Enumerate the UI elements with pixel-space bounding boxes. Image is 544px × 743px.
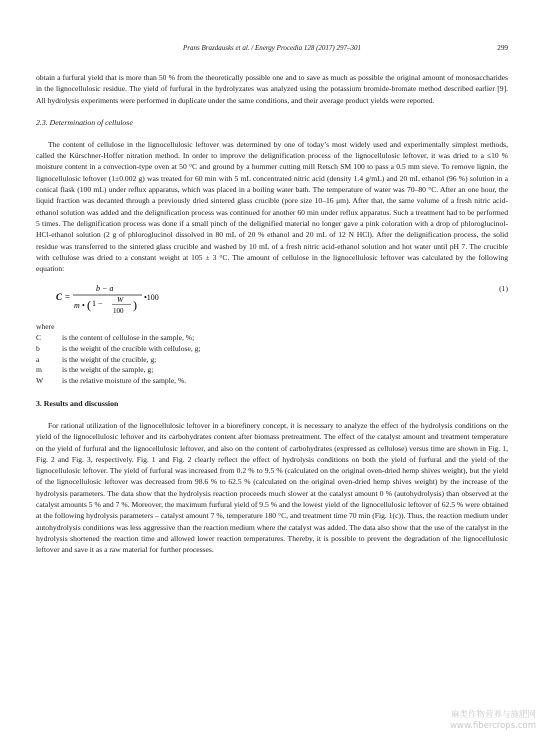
eq-denom-open: ( [87,298,91,313]
definition-symbol: b [36,343,40,353]
definition-list [36,333,508,387]
site-watermark [450,710,536,732]
definition-text: is the weight of the crucible, g; [62,354,157,364]
cellulose-paragraph: The content of cellulose in the lignocellulosic leftover was determined by one of today’s most widely used and experimentally simplest methods, called the Kürschner-Hoffer nitration method. In order to improve the delignification process of the lignocellulosic leftover, it was dried to a ≤10 % moisture content in a convection-type oven at 50 °C and ground by a hummer cutting mill Retsch SM 100 to pass a 0.5 mm sieve. To remove lignin, the lignocellulosic leftover (1±0.002 g) was treated for 60 min with 5 mL concentrated nitric acid (density 1.4 g/mL) and 20 mL ethanol (96 %) solution in a conical flask (100 mL) under reflux apparatus, which was placed in a boiling water bath. The temperature of water was 70–80 °C. After an one hour, the liquid fraction was decanted through a previously dried sintered glass crucible (pore size 10–16 μm). After that, the same volume of a fresh nitric acid-ethanol solution was added and the delignification process was continued for another 60 min under reflux apparatus. Such a treatment had to be performed 5 times. The delignification process was done if a small pinch of the delignified material no longer gave a pink coloration with a drop of phloroglucinol-HCl-ethanol solution (2 g of phloroglucinol dissolved in 80 mL of 20 % ethanol and 20 mL of 12 N HCl). After the delignification process, the solid residue was transferred to the sintered glass crucible and washed by 10 mL of a fresh nitric acid-ethanol solution and hot water until pH 7. The crucible with cellulose was dried to a constant weight at 105 ± 3 °C. The amount of cellulose in the lignocellulosic leftover was calculated by the following equation: [36,139,508,274]
cellulose-equation [56,280,176,316]
definition-row [36,365,508,376]
results-paragraph: For rational utilization of the lignocellulosic leftover in a biorefinery concept, it is necessary to analyze the effect of the hydrolysis conditions on the yield of the lignocellulosic leftover and its carbohydrates content after biomass pretreatment. The effect of the catalyst amount and treatment temperature on the yield of furfural and the lignocellulosic leftover, and also on the content of carbohydrates (expressed as cellulose) versus time are shown in Fig. 1, Fig. 2 and Fig. 3, respectively. Fig. 1 and Fig. 2 clearly reflect the effect of hydrolysis conditions on both the yield of furfural and the yield of the lignocellulosic leftover. The yield of furfural was increased from 0.2 % to 9.5 % (calculated on the original oven-dried hemp shives weight), but the yield of the lignocellulosic leftover was decreased from 98.6 % to 62.5 % (calculated on the original oven-dried hemp shives weight) by the increase of the hydrolysis parameters. The data show that the hydrolysis reaction proceeds much slower at the catalyst amount 0 % (autohydrolysis) than observed at the catalyst amounts 5 % and 7 %. Moreover, the maximum furfural yield of 9.5 % and the lowest yield of the lignocellulosic leftover of 62.5 % were obtained at the following hydrolysis parameters – catalyst amount 7 %, temperature 180 °C, and treatment time 70 min (Fig. 1(c)). Thus, the reaction medium under autohydrolysis conditions was less aggressive than the reaction medium where the catalyst was added. The data also show that the use of the catalyst in the hydrolysis shortened the reaction time and allowed lower reaction temperatures. Thereby, it is possible to prevent the degradation of the lignocellulosic leftover and save it as a raw material for further processes. [36,420,508,555]
definition-text: is the weight of the crucible with cellulose, g; [62,343,201,353]
section-heading-cellulose: 2.3. Determination of cellulose [36,117,133,127]
watermark-line-2: www.fibercrops.com [450,721,536,731]
eq-denom-m: m [74,301,80,311]
eq-times-100: •100 [144,293,159,303]
definition-symbol: m [36,365,42,375]
eq-denom-one: 1 − [92,299,103,309]
definition-symbol: W [36,376,44,386]
section-heading-results: 3. Results and discussion [36,398,119,408]
equation-block [36,280,508,316]
definition-row [36,355,508,366]
page-header [36,44,508,56]
eq-denom-close: ) [133,298,137,313]
equation-number: (1) [499,284,508,294]
intro-paragraph: obtain a furfural yield that is more than 50 % from the theoretically possible one and to save as much as possible the original amount of monosaccharides in the lignocellulosic residue. The yield of furfural in the hydrolyzates was analyzed using the potassium bromide-bromate method described earlier [9]. All hydrolysis experiments were performed in duplicate under the same conditions, and their average product yields were reported. [36,73,508,105]
eq-equals: = [65,292,71,303]
where-label: where [36,322,55,332]
running-title: Prans Brazdausks et al. / Energy Procedia 128 (2017) 297–301 [183,44,361,52]
definition-text: is the content of cellulose in the sample, %; [62,332,195,342]
definition-row [36,333,508,344]
definition-row [36,376,508,387]
watermark-line-1: 麻类作物营养与施肥网 [450,710,536,720]
definition-symbol: a [36,354,40,364]
page-number: 299 [497,44,508,52]
eq-denom-dot: • [82,301,85,311]
eq-denom-100: 100 [113,307,124,316]
definition-row [36,344,508,355]
article-body [36,72,508,556]
definition-symbol: C [36,332,42,342]
eq-denom-W: W [117,295,124,305]
definition-text: is the relative moisture of the sample, %. [62,376,187,386]
definition-text: is the weight of the sample, g; [62,365,154,375]
eq-lhs: C [56,292,63,303]
eq-numerator: b − a [96,284,114,294]
